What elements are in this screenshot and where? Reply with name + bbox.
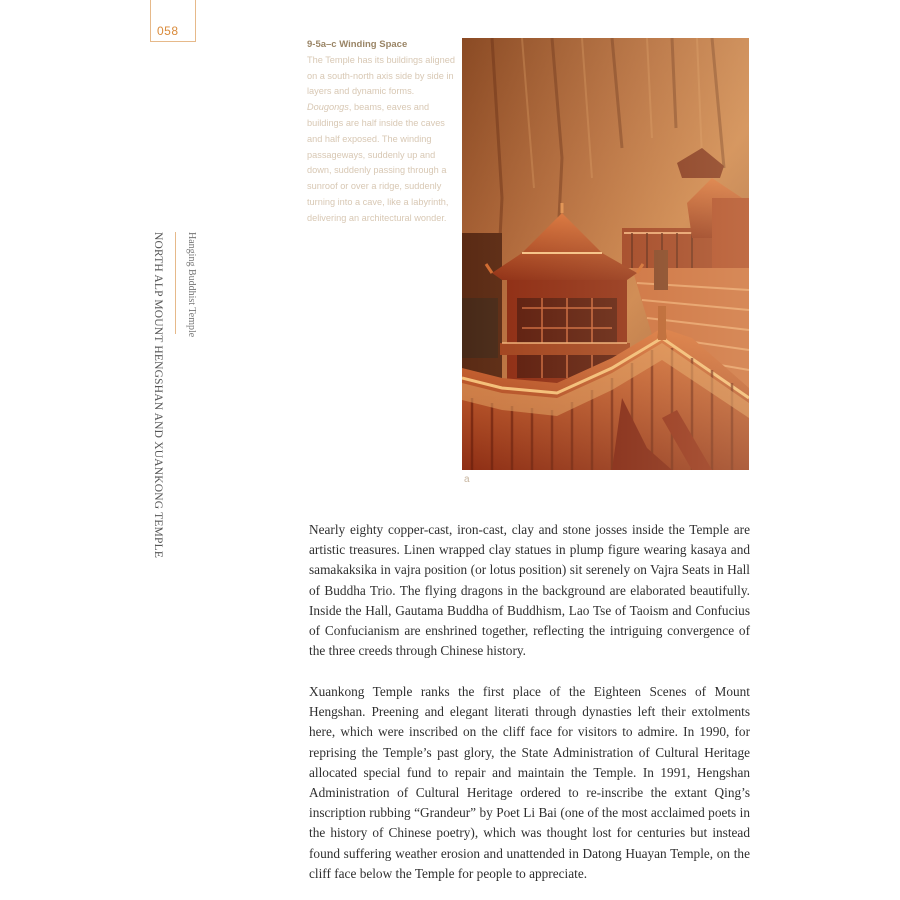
temple-photo: [462, 38, 749, 470]
photo-letter: a: [464, 474, 470, 485]
running-head-rule: [175, 232, 176, 334]
caption-body-end: , beams, eaves and buildings are half inside the caves and half exposed. The winding passageways, suddenly up and down, suddenly passing through a sunroof or over a ridge, suddenly turning into a cave, like a labyrinth, delivering an architectural wonder.: [307, 102, 449, 223]
page-number: 058: [157, 24, 179, 38]
body-paragraph-1: Nearly eighty copper-cast, iron-cast, clay and stone josses inside the Temple are artistic treasures. Linen wrapped clay statues in plump figure wearing kasaya and samakaksika in vajra position (or lotus position) sit serenely on Vajra Seats in Hall of Buddha Trio. The flying dragons in the background are elaborated beautifully. Inside the Hall, Gautama Buddha of Buddhism, Lao Tse of Taoism and Confucius of Confucianism are enshrined together, reflecting the intriguing convergence of the three creeds through Chinese history.: [309, 522, 750, 659]
caption-italic-term: Dougongs: [307, 102, 349, 113]
body-paragraph-2: Xuankong Temple ranks the first place of the Eighteen Scenes of Mount Hengshan. Preening and elegant literati through dynasties left their extolments here, which were inscribed on the cliff face for visitors to admire. In 1990, for reprising the Temple’s past glory, the State Administration of Cultural Heritage allocated special fund to repair and maintain the Temple. In 1991, Hengshan Administration of Cultural Heritage ordered to re-inscribe the extant Qing’s inscription rubbing “Grandeur” by Poet Li Bai (one of the most acclaimed poets in the history of Chinese poetry), which was thought lost for centuries but instead found suffering weather erosion and unattended in Datong Huayan Temple, on the cliff face below the Temple for people to appreciate.: [309, 684, 750, 881]
caption-body: [307, 53, 455, 227]
photo-caption: [307, 37, 455, 227]
page-number-box: [150, 0, 196, 42]
running-head-title: NORTH ALP MOUNT HENGSHAN AND XUANKONG TEMPLE: [152, 232, 164, 559]
caption-body-start: The Temple has its buildings aligned on a south-north axis side by side in layers and dynamic forms.: [307, 54, 455, 97]
running-head-subtitle: Hanging Buddhist Temple: [186, 232, 197, 338]
running-head: [152, 232, 197, 559]
caption-title: 9-5a–c Winding Space: [307, 39, 408, 50]
